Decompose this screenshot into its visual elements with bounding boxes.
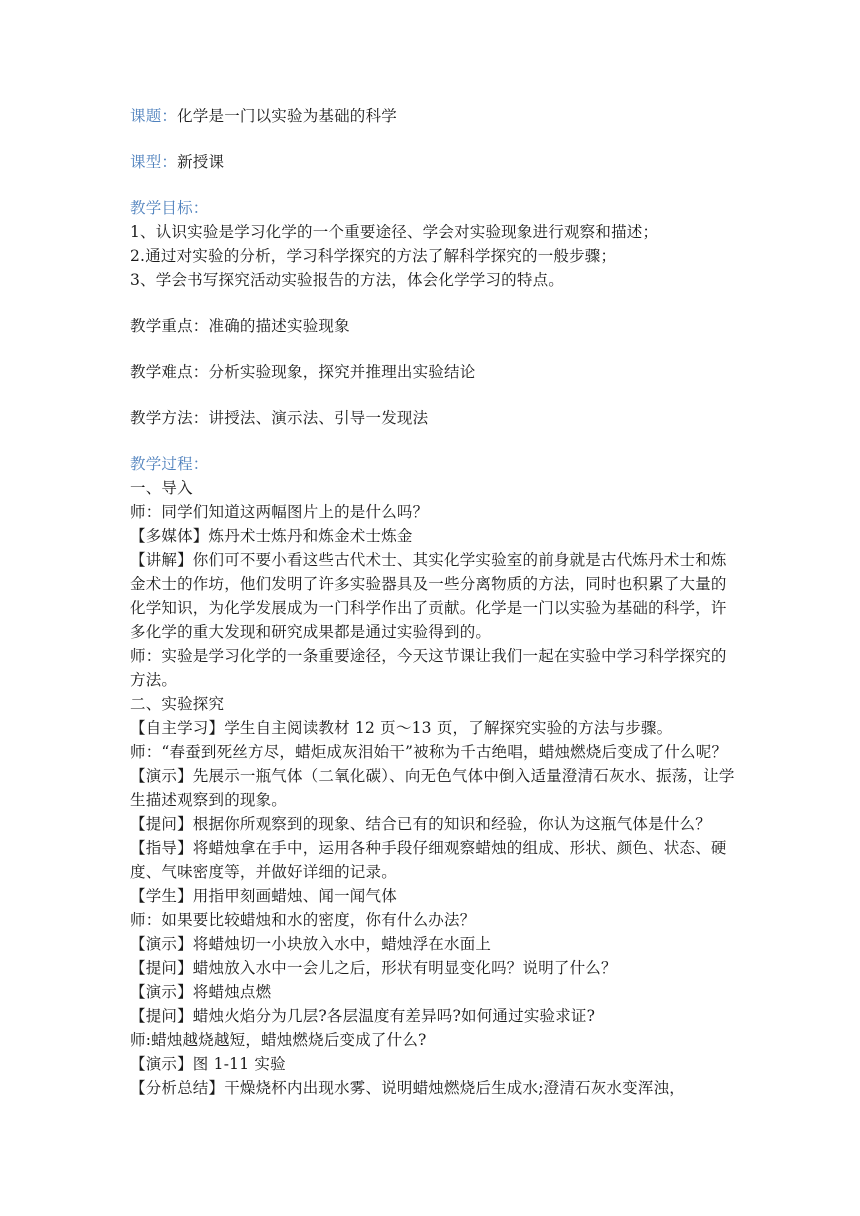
topic-label: 课题： bbox=[130, 107, 178, 125]
process-paragraph: 【分析总结】干燥烧杯内出现水雾、说明蜡烛燃烧后生成水;澄清石灰水变浑浊， bbox=[130, 1079, 685, 1097]
process-paragraph: 【演示】将蜡烛点燃 bbox=[130, 983, 272, 1001]
topic-value: 化学是一门以实验为基础的科学 bbox=[177, 107, 397, 125]
process-paragraph: 【提问】根据你所观察到的现象、结合已有的知识和经验，你认为这瓶气体是什么？ bbox=[130, 815, 711, 833]
spacer bbox=[130, 384, 740, 406]
process-heading: 教学过程： bbox=[130, 455, 209, 473]
key-point: 教学重点：准确的描述实验现象 bbox=[130, 317, 350, 335]
process-paragraph: 【提问】蜡烛放入水中一会儿之后，形状有明显变化吗？说明了什么？ bbox=[130, 959, 617, 977]
objectives-heading: 教学目标： bbox=[130, 199, 209, 217]
spacer bbox=[130, 174, 740, 196]
lesson-plan-document bbox=[130, 104, 740, 1100]
process-paragraph: 【提问】蜡烛火焰分为几层?各层温度有差异吗?如何通过实验求证? bbox=[130, 1007, 596, 1025]
process-paragraph: 【演示】图 1-11 实验 bbox=[130, 1055, 286, 1073]
methods: 教学方法：讲授法、演示法、引导一发现法 bbox=[130, 409, 429, 427]
spacer bbox=[130, 430, 740, 452]
spacer bbox=[130, 338, 740, 360]
process-paragraph: 师：实验是学习化学的一条重要途径，今天这节课让我们一起在实验中学习科学探究的方法。 bbox=[130, 647, 727, 689]
spacer bbox=[130, 292, 740, 314]
objective-item-2: 2.通过对实验的分析，学习科学探究的方法了解科学探究的一般步骤； bbox=[130, 247, 617, 265]
difficulty: 教学难点：分析实验现象，探究并推理出实验结论 bbox=[130, 363, 476, 381]
topic-line bbox=[130, 104, 740, 128]
process-paragraph: 【多媒体】炼丹术士炼丹和炼金术士炼金 bbox=[130, 527, 413, 545]
process-paragraph: 【讲解】你们可不要小看这些古代术士、其实化学实验室的前身就是古代炼丹术士和炼金术士的作坊，他们发明了许多实验器具及一些分离物质的方法，同时也积累了大量的化学知识，为化学发展成为一门科学作出了贡献。化学是一门以实验为基础的科学，许多化学的重大发现和研究成果都是通过实验得到的。 bbox=[130, 551, 727, 641]
process-paragraph: 一、导入 bbox=[130, 479, 193, 497]
process-paragraph: 师：如果要比较蜡烛和水的密度，你有什么办法？ bbox=[130, 911, 476, 929]
process-paragraph: 二、实验探究 bbox=[130, 695, 225, 713]
process-paragraph: 师：“春蚕到死丝方尽，蜡炬成灰泪始干”被称为千古绝唱，蜡烛燃烧后变成了什么呢？ bbox=[130, 743, 728, 761]
lesson-type-line bbox=[130, 150, 740, 174]
lesson-type-label: 课型： bbox=[130, 153, 178, 171]
lesson-type-value: 新授课 bbox=[177, 153, 225, 171]
spacer bbox=[130, 128, 740, 150]
process-paragraph: 【学生】用指甲刻画蜡烛、闻一闻气体 bbox=[130, 887, 397, 905]
process-paragraph: 【自主学习】学生自主阅读教材 12 页～13 页，了解探究实验的方法与步骤。 bbox=[130, 719, 673, 737]
process-paragraph: 【演示】先展示一瓶气体（二氧化碳）、向无色气体中倒入适量澄清石灰水、振荡，让学生描述观察到的现象。 bbox=[130, 767, 735, 809]
process-paragraph: 师：同学们知道这两幅图片上的是什么吗？ bbox=[130, 503, 429, 521]
process-paragraph: 师:蜡烛越烧越短，蜡烛燃烧后变成了什么? bbox=[130, 1031, 427, 1049]
process-paragraph: 【指导】将蜡烛拿在手中，运用各种手段仔细观察蜡烛的组成、形状、颜色、状态、硬度、气味密度等，并做好详细的记录。 bbox=[130, 839, 727, 881]
objective-item-3: 3、学会书写探究活动实验报告的方法，体会化学学习的特点。 bbox=[130, 271, 564, 289]
process-paragraph: 【演示】将蜡烛切一小块放入水中，蜡烛浮在水面上 bbox=[130, 935, 492, 953]
objective-item-1: 1、认识实验是学习化学的一个重要途径、学会对实验现象进行观察和描述； bbox=[130, 223, 659, 241]
